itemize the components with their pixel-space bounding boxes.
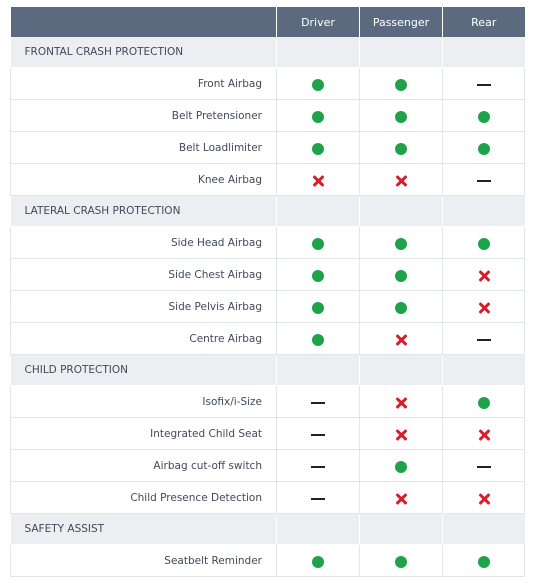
section-empty-cell [360, 355, 443, 386]
dash-icon [311, 466, 325, 468]
header-rear: Rear [443, 7, 525, 37]
cell-passenger [360, 259, 443, 291]
cell-passenger [360, 386, 443, 418]
section-empty-cell [443, 37, 525, 68]
red-cross-icon [395, 429, 407, 441]
green-dot-icon [478, 397, 490, 409]
green-dot-icon [395, 556, 407, 568]
cell-rear [443, 482, 525, 514]
section-empty-cell [277, 514, 360, 545]
header-label-column [11, 7, 277, 37]
dash-icon [311, 498, 325, 500]
cell-driver [277, 450, 360, 482]
cell-driver [277, 100, 360, 132]
section-empty-cell [443, 514, 525, 545]
red-cross-icon [478, 493, 490, 505]
section-header-row [11, 514, 525, 545]
feature-label: Belt Pretensioner [11, 100, 277, 132]
section-empty-cell [360, 37, 443, 68]
dash-icon [311, 402, 325, 404]
cell-passenger [360, 100, 443, 132]
cell-rear [443, 132, 525, 164]
dash-icon [477, 84, 491, 86]
cell-passenger [360, 482, 443, 514]
section-empty-cell [277, 196, 360, 227]
feature-label: Child Presence Detection [11, 482, 277, 514]
green-dot-icon [312, 334, 324, 346]
table-body [11, 37, 525, 577]
cell-driver [277, 164, 360, 196]
section-empty-cell [360, 514, 443, 545]
green-dot-icon [395, 79, 407, 91]
table-row [11, 68, 525, 100]
green-dot-icon [395, 270, 407, 282]
green-dot-icon [312, 556, 324, 568]
table-header [11, 7, 525, 37]
cell-passenger [360, 418, 443, 450]
cell-passenger [360, 323, 443, 355]
section-header-row [11, 196, 525, 227]
red-cross-icon [395, 175, 407, 187]
dash-icon [477, 180, 491, 182]
cell-driver [277, 418, 360, 450]
table-row [11, 227, 525, 259]
cell-passenger [360, 132, 443, 164]
feature-label: Isofix/i-Size [11, 386, 277, 418]
cell-rear [443, 418, 525, 450]
red-cross-icon [395, 493, 407, 505]
green-dot-icon [312, 238, 324, 250]
cell-driver [277, 545, 360, 577]
table-row [11, 323, 525, 355]
table-row [11, 545, 525, 577]
section-title: LATERAL CRASH PROTECTION [11, 196, 277, 227]
table-row [11, 100, 525, 132]
feature-label: Side Head Airbag [11, 227, 277, 259]
cell-driver [277, 132, 360, 164]
header-driver: Driver [277, 7, 360, 37]
cell-driver [277, 291, 360, 323]
safety-features-table [10, 7, 525, 577]
green-dot-icon [312, 111, 324, 123]
green-dot-icon [395, 302, 407, 314]
cell-driver [277, 482, 360, 514]
dash-icon [311, 434, 325, 436]
table-row [11, 450, 525, 482]
section-empty-cell [443, 355, 525, 386]
dash-icon [477, 339, 491, 341]
cell-passenger [360, 450, 443, 482]
table-row [11, 418, 525, 450]
red-cross-icon [478, 429, 490, 441]
section-empty-cell [277, 37, 360, 68]
section-title: SAFETY ASSIST [11, 514, 277, 545]
cell-rear [443, 450, 525, 482]
table-row [11, 259, 525, 291]
cell-rear [443, 227, 525, 259]
safety-features-table-container [10, 7, 524, 577]
feature-label: Integrated Child Seat [11, 418, 277, 450]
cell-rear [443, 323, 525, 355]
red-cross-icon [312, 175, 324, 187]
section-empty-cell [360, 196, 443, 227]
red-cross-icon [478, 270, 490, 282]
green-dot-icon [312, 143, 324, 155]
red-cross-icon [395, 334, 407, 346]
cell-passenger [360, 545, 443, 577]
section-title: FRONTAL CRASH PROTECTION [11, 37, 277, 68]
table-row [11, 386, 525, 418]
green-dot-icon [395, 238, 407, 250]
cell-rear [443, 259, 525, 291]
feature-label: Seatbelt Reminder [11, 545, 277, 577]
green-dot-icon [478, 143, 490, 155]
green-dot-icon [478, 111, 490, 123]
green-dot-icon [395, 111, 407, 123]
cell-driver [277, 227, 360, 259]
cell-passenger [360, 68, 443, 100]
cell-passenger [360, 227, 443, 259]
green-dot-icon [395, 143, 407, 155]
cell-rear [443, 291, 525, 323]
section-header-row [11, 37, 525, 68]
header-passenger: Passenger [360, 7, 443, 37]
cell-driver [277, 386, 360, 418]
section-header-row [11, 355, 525, 386]
green-dot-icon [478, 238, 490, 250]
feature-label: Airbag cut-off switch [11, 450, 277, 482]
cell-rear [443, 164, 525, 196]
red-cross-icon [478, 302, 490, 314]
red-cross-icon [395, 397, 407, 409]
header-row [11, 7, 525, 37]
feature-label: Centre Airbag [11, 323, 277, 355]
green-dot-icon [312, 270, 324, 282]
dash-icon [477, 466, 491, 468]
feature-label: Side Pelvis Airbag [11, 291, 277, 323]
cell-driver [277, 259, 360, 291]
table-row [11, 164, 525, 196]
feature-label: Belt Loadlimiter [11, 132, 277, 164]
green-dot-icon [478, 556, 490, 568]
cell-rear [443, 545, 525, 577]
cell-driver [277, 68, 360, 100]
cell-passenger [360, 164, 443, 196]
table-row [11, 482, 525, 514]
section-title: CHILD PROTECTION [11, 355, 277, 386]
table-row [11, 291, 525, 323]
green-dot-icon [395, 461, 407, 473]
cell-passenger [360, 291, 443, 323]
section-empty-cell [443, 196, 525, 227]
cell-rear [443, 386, 525, 418]
green-dot-icon [312, 302, 324, 314]
feature-label: Side Chest Airbag [11, 259, 277, 291]
table-row [11, 132, 525, 164]
section-empty-cell [277, 355, 360, 386]
feature-label: Front Airbag [11, 68, 277, 100]
green-dot-icon [312, 79, 324, 91]
cell-rear [443, 68, 525, 100]
cell-rear [443, 100, 525, 132]
feature-label: Knee Airbag [11, 164, 277, 196]
cell-driver [277, 323, 360, 355]
